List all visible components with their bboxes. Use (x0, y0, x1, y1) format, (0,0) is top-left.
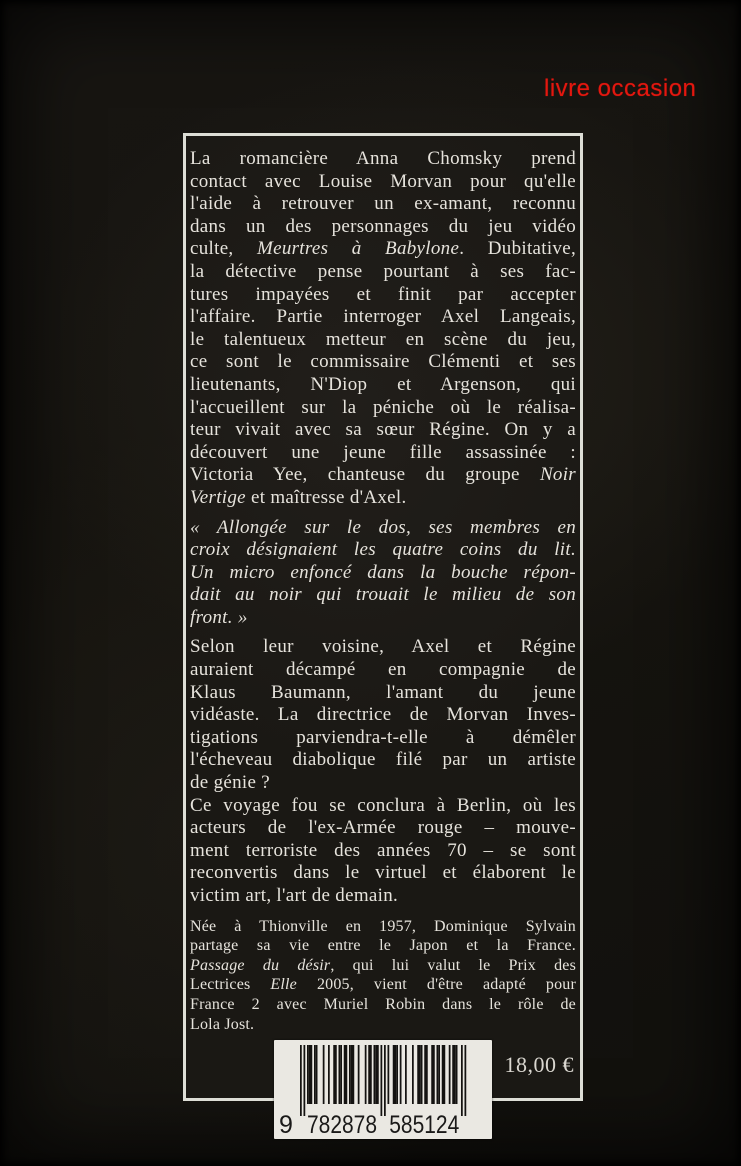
text-line: Vertige et maîtresse d'Axel. (190, 486, 407, 508)
text-line: La romancière Anna Chomsky prend (190, 148, 576, 169)
text-line: Un micro enfoncé dans la bouche répon- (190, 561, 576, 583)
text-line: reconvertis dans le virtuel et élaborent le (190, 862, 576, 884)
paragraph (190, 636, 576, 794)
text-line: tigations parviendra-t-elle à démêler (190, 726, 576, 748)
text-line: contact avec Louise Morvan pour qu'elle (190, 170, 576, 192)
paragraph (190, 148, 576, 510)
text-line: Née à Thionville en 1957, Dominique Sylvain (190, 917, 576, 935)
svg-text:9: 9 (279, 1111, 293, 1139)
text-line: acteurs de l'ex-Armée rouge – mouve- (190, 817, 576, 839)
used-book-label: livre occasion (544, 75, 697, 102)
text-line: l'aide à retrouver un ex-amant, reconnu (190, 193, 576, 215)
text-line: teur vivait avec sa sœur Régine. On y a (190, 419, 576, 441)
text-line: Lectrices Elle 2005, vient d'être adapté pour (190, 976, 576, 994)
synopsis-text (190, 148, 576, 1034)
text-line: lieutenants, N'Diop et Argenson, qui (190, 373, 576, 395)
barcode-svg (274, 1040, 492, 1139)
text-line: front. » (190, 606, 248, 628)
svg-text:585124: 585124 (389, 1111, 460, 1139)
text-line: vidéaste. La directrice de Morvan Inves- (190, 704, 576, 726)
text-line: Klaus Baumann, l'amant du jeune (190, 681, 576, 703)
text-line: ment terroriste des années 70 – se sont (190, 839, 576, 861)
text-line: découvert une jeune fille assassinée : (190, 441, 576, 463)
text-line: ce sont le commissaire Clémenti et ses (190, 351, 576, 373)
text-line: Passage du désir, qui lui valut le Prix des (190, 956, 576, 974)
text-line: Victoria Yee, chanteuse du groupe Noir (190, 464, 576, 486)
text-line: partage sa vie entre le Japon et la France. (190, 937, 576, 955)
text-line: victim art, l'art de demain. (190, 885, 399, 906)
paragraph (190, 917, 576, 1035)
text-line: Ce voyage fou se conclura à Berlin, où les (190, 794, 576, 816)
text-line: le talentueux metteur en scène du jeu, (190, 328, 576, 350)
text-line: tures impayées et finit par accepter (190, 283, 576, 305)
text-line: l'accueillent sur la péniche où le réalisa- (190, 396, 576, 418)
text-line: Lola Jost. (190, 1015, 255, 1033)
text-line: Selon leur voisine, Axel et Régine (190, 636, 576, 658)
svg-text:782878: 782878 (307, 1111, 377, 1139)
text-line: la détective pense pourtant à ses fac- (190, 260, 576, 282)
text-line: culte, Meurtres à Babylone. Dubitative, (190, 238, 576, 260)
text-line: l'affaire. Partie interroger Axel Langeais, (190, 306, 576, 328)
text-line: croix désignaient les quatre coins du lit. (190, 539, 576, 561)
price-label: 18,00 € (504, 1052, 574, 1077)
text-line: France 2 avec Muriel Robin dans le rôle de (190, 995, 576, 1013)
barcode (274, 1040, 492, 1139)
text-line: de génie ? (190, 772, 271, 794)
paragraph (190, 517, 576, 630)
text-line: « Allongée sur le dos, ses membres en (190, 516, 576, 538)
text-line: dans un des personnages du jeu vidéo (190, 215, 576, 237)
back-cover-frame (183, 133, 583, 1101)
text-line: l'écheveau diabolique filé par un artiste (190, 749, 576, 771)
text-line: dait au noir qui trouait le milieu de son (190, 584, 576, 606)
paragraph (190, 795, 576, 908)
text-line: auraient décampé en compagnie de (190, 659, 576, 681)
